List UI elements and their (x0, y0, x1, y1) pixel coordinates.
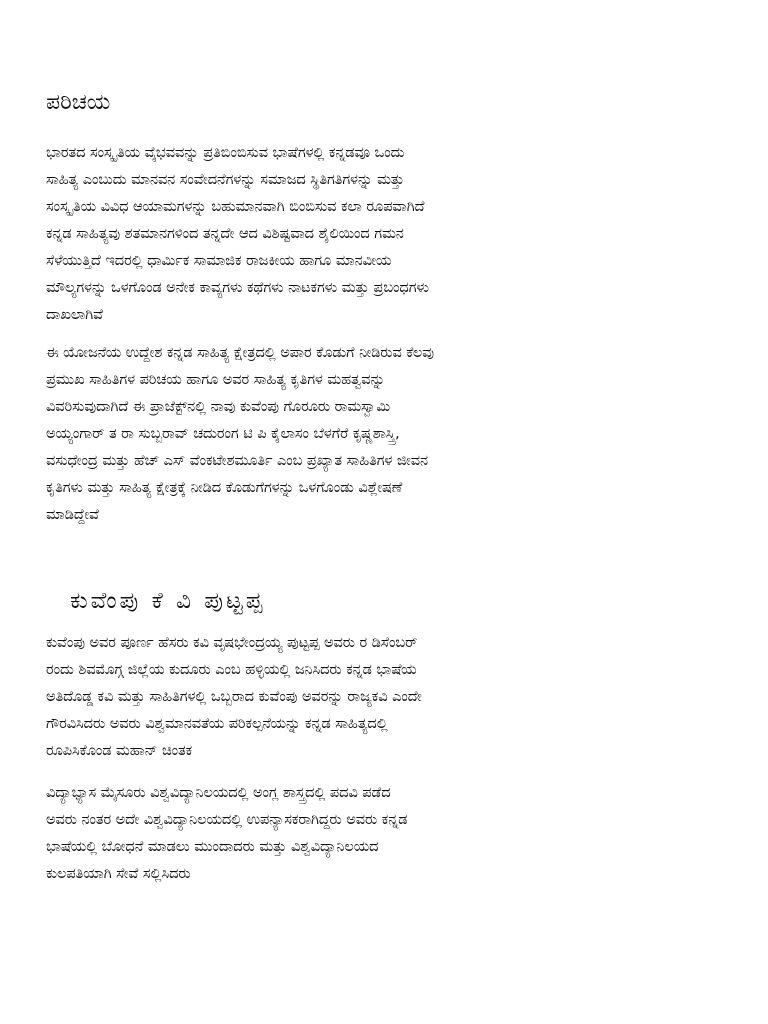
text-line: ಕುವೆಂಪು ಅವರ ಪೂರ್ಣ ಹೆಸರು ಕವಿ ವೃಷಭೇಂದ್ರಯ್ಯ ಪುಟ್ಟಪ್ಪ ಅವರು ರ ಡಿಸೆಂಬರ್ (46, 635, 418, 651)
text-line: ಗೌರವಿಸಿದರು ಅವರು ವಿಶ್ವಮಾನವತೆಯ ಪರಿಕಲ್ಪನೆಯನ್ನು ಕನ್ನಡ ಸಾಹಿತ್ಯದಲ್ಲಿ (46, 716, 388, 732)
text-line: ಕನ್ನಡ ಸಾಹಿತ್ಯವು ಶತಮಾನಗಳಿಂದ ತನ್ನದೇ ಆದ ವಿಶಿಷ್ಟವಾದ ಶೈಲಿಯಿಂದ ಗಮನ (46, 226, 404, 242)
text-line: ಈ ಯೋಜನೆಯ ಉದ್ದೇಶ ಕನ್ನಡ ಸಾಹಿತ್ಯ ಕ್ಷೇತ್ರದಲ್ಲಿ ಅಪಾರ ಕೊಡುಗೆ ನೀಡಿರುವ ಕೆಲವು (46, 345, 434, 361)
text-line: ಭಾರತದ ಸಂಸ್ಕೃತಿಯ ವೈಭವವನ್ನು ಪ್ರತಿಬಿಂಬಿಸುವ ಭಾಷೆಗಳಲ್ಲಿ ಕನ್ನಡವೂ ಒಂದು (46, 145, 405, 161)
kuvempu-paragraph-2 (46, 780, 736, 888)
text-line: ಸೆಳೆಯುತ್ತಿದೆ ಇದರಲ್ಲಿ ಧಾರ್ಮಿಕ ಸಾಮಾಜಿಕ ರಾಜಕೀಯ ಹಾಗೂ ಮಾನವೀಯ (46, 253, 392, 269)
text-line: ಸಂಸ್ಕೃತಿಯ ವಿವಿಧ ಆಯಾಮಗಳನ್ನು ಬಹುಮಾನವಾಗಿ ಬಿಂಬಿಸುವ ಕಲಾ ರೂಪವಾಗಿದೆ (46, 199, 425, 215)
section-heading-kuvempu: ಕುವೆಂಪು ಕೆ ವಿ ಪುಟ್ಟಪ್ಪ (70, 588, 266, 614)
text-line: ವಿವರಿಸುವುದಾಗಿದೆ ಈ ಪ್ರಾಜೆಕ್ಟ್‌ನಲ್ಲಿ ನಾವು ಕುವೆಂಪು ಗೊರೂರು ರಾಮಸ್ವಾಮಿ (46, 399, 391, 415)
text-line: ವಿದ್ಯಾಭ್ಯಾಸ ಮೈಸೂರು ವಿಶ್ವವಿದ್ಯಾನಿಲಯದಲ್ಲಿ ಅಂಗ್ಲ ಶಾಸ್ತ್ರದಲ್ಲಿ ಪದವಿ ಪಡೆದ (46, 785, 391, 801)
text-line: ಭಾಷೆಯಲ್ಲಿ ಬೋಧನೆ ಮಾಡಲು ಮುಂದಾದರು ಮತ್ತು ವಿಶ್ವವಿದ್ಯಾನಿಲಯದ (46, 839, 379, 855)
text-line: ರಂದು ಶಿವಮೊಗ್ಗ ಜಿಲ್ಲೆಯ ಕುದೂರು ಎಂಬ ಹಳ್ಳಿಯಲ್ಲಿ ಜನಿಸಿದರು ಕನ್ನಡ ಭಾಷೆಯ (46, 662, 417, 678)
text-line: ಮಾಡಿದ್ದೇವೆ (46, 507, 99, 523)
introduction-paragraph-1 (46, 140, 736, 329)
section-heading-introduction: ಪರಿಚಯ (46, 90, 111, 115)
introduction-paragraph-2 (46, 340, 736, 529)
kuvempu-paragraph-1 (46, 630, 736, 765)
text-line: ರೂಪಿಸಿಕೊಂಡ ಮಹಾನ್ ಚಿಂತಕ (46, 743, 193, 759)
text-line: ಕುಲಪತಿಯಾಗಿ ಸೇವೆ ಸಲ್ಲಿಸಿದರು (46, 866, 191, 882)
text-line: ಅವರು ನಂತರ ಅದೇ ವಿಶ್ವವಿದ್ಯಾನಿಲಯದಲ್ಲಿ ಉಪನ್ಯಾಸಕರಾಗಿದ್ದರು ಅವರು ಕನ್ನಡ (46, 812, 408, 828)
text-line: ಪ್ರಮುಖ ಸಾಹಿತಿಗಳ ಪರಿಚಯ ಹಾಗೂ ಅವರ ಸಾಹಿತ್ಯ ಕೃತಿಗಳ ಮಹತ್ವವನ್ನು (46, 372, 386, 388)
text-line: ಕೃತಿಗಳು ಮತ್ತು ಸಾಹಿತ್ಯ ಕ್ಷೇತ್ರಕ್ಕೆ ನೀಡಿದ ಕೊಡುಗೆಗಳನ್ನು ಒಳಗೊಂಡು ವಿಶ್ಲೇಷಣೆ (46, 480, 403, 496)
text-line: ಅತಿದೊಡ್ಡ ಕವಿ ಮತ್ತು ಸಾಹಿತಿಗಳಲ್ಲಿ ಒಬ್ಬರಾದ ಕುವೆಂಪು ಅವರನ್ನು ರಾಜ್ಯಕವಿ ಎಂದೇ (46, 689, 422, 705)
text-line: ಸಾಹಿತ್ಯ ಎಂಬುದು ಮಾನವನ ಸಂವೇದನೆಗಳನ್ನು ಸಮಾಜದ ಸ್ಥಿತಿಗತಿಗಳನ್ನು ಮತ್ತು (46, 172, 405, 188)
text-line: ಅಯ್ಯಂಗಾರ್ ತ ರಾ ಸುಬ್ಬರಾವ್ ಚದುರಂಗ ಟಿ ಪಿ ಕೈಲಾಸಂ ಬೆಳಗೆರೆ ಕೃಷ್ಣಶಾಸ್ತ್ರಿ, (46, 426, 400, 442)
text-line: ದಾಖಲಾಗಿವೆ (46, 307, 103, 323)
text-line: ಮೌಲ್ಯಗಳನ್ನು ಒಳಗೊಂಡ ಅನೇಕ ಕಾವ್ಯಗಳು ಕಥೆಗಳು ನಾಟಕಗಳು ಮತ್ತು ಪ್ರಬಂಧಗಳು (46, 280, 429, 296)
text-line: ವಸುಧೇಂದ್ರ ಮತ್ತು ಹೆಚ್ ಎಸ್ ವೆಂಕಟೇಶಮೂರ್ತಿ ಎಂಬ ಪ್ರಖ್ಯಾತ ಸಾಹಿತಿಗಳ ಜೀವನ (46, 453, 428, 469)
